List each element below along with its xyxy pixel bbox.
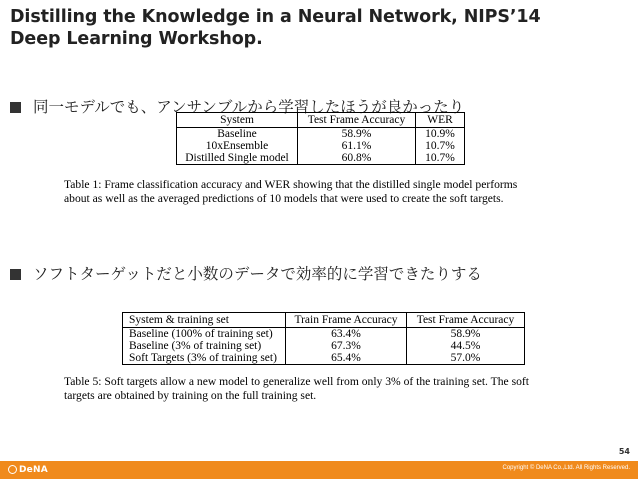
table-cell: 61.1% [298,140,416,152]
footer-bar [0,461,638,479]
table-cell: 58.9% [407,328,525,341]
table-row [123,328,525,341]
square-bullet-icon [10,102,21,113]
table-cell: Baseline [177,128,298,141]
table-header-cell: Test Frame Accuracy [298,113,416,128]
copyright-notice: Copyright © DeNA Co.,Ltd. All Rights Reserved. [502,465,630,471]
table-row [177,128,465,141]
table-header-cell: System & training set [123,313,286,328]
table-row [123,352,525,365]
table-cell: Soft Targets (3% of training set) [123,352,286,365]
table-cell: 10.9% [416,128,465,141]
table-cell: 67.3% [286,340,407,352]
slide-title-line2: Deep Learning Workshop. [10,29,263,49]
table-header-row [123,313,525,328]
slide-title [10,6,541,50]
table-row [123,340,525,352]
table-cell: 10xEnsemble [177,140,298,152]
table-cell: 60.8% [298,152,416,165]
table-cell: Baseline (3% of training set) [123,340,286,352]
dena-logo [8,463,48,477]
caption-line: Table 1: Frame classification accuracy and WER showing that the distilled single model performs [64,178,518,191]
slide-title-line1: Distilling the Knowledge in a Neural Network, NIPS’14 [10,7,541,27]
table-header-cell: System [177,113,298,128]
table-1-caption [64,178,517,206]
square-bullet-icon [10,269,21,280]
bullet-1-text: 同一モデルでも、アンサンブルから学習したほうが良かったり [33,98,465,116]
caption-line: targets are obtained by training on the full training set. [64,389,317,402]
table-5-caption [64,375,529,403]
table-row [177,140,465,152]
table-cell: 65.4% [286,352,407,365]
table-cell: Baseline (100% of training set) [123,328,286,341]
table-row [177,152,465,165]
table-cell: 10.7% [416,140,465,152]
table-cell: 58.9% [298,128,416,141]
results-table-2 [122,312,525,365]
logo-text: DeNA [19,465,48,475]
table-header-cell: Train Frame Accuracy [286,313,407,328]
caption-line: about as well as the averaged predictions of 10 models that were used to create the soft targets. [64,192,504,205]
table-cell: Distilled Single model [177,152,298,165]
page-number: 54 [618,447,630,456]
table-header-cell: WER [416,113,465,128]
caption-line: Table 5: Soft targets allow a new model to generalize well from only 3% of the training set. The soft [64,375,529,388]
table-cell: 63.4% [286,328,407,341]
bullet-2-text: ソフトターゲットだと小数のデータで効率的に学習できたりする [33,265,482,283]
logo-mark-icon [8,465,17,474]
table-header-cell: Test Frame Accuracy [407,313,525,328]
results-table-1 [176,112,465,165]
table-cell: 44.5% [407,340,525,352]
table-header-row [177,113,465,128]
table-cell: 57.0% [407,352,525,365]
table-cell: 10.7% [416,152,465,165]
bullet-point-2 [10,262,482,284]
